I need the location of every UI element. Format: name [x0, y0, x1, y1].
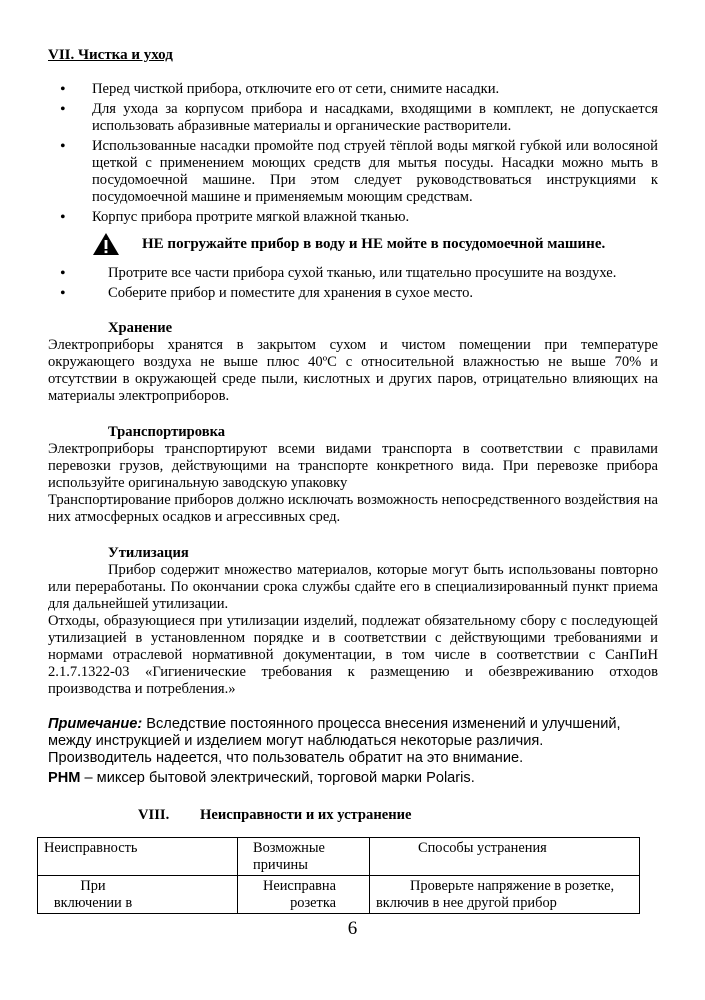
- list-item: • Соберите прибор и поместите для хранения в сухое место.: [48, 285, 658, 302]
- section-8-number: VIII.: [138, 807, 170, 823]
- storage-heading: Хранение: [108, 320, 173, 336]
- rhm-line: [48, 770, 658, 787]
- table-row: [38, 876, 640, 914]
- list-item: • Протрите все части прибора сухой тканью, или тщательно просушите на воздухе.: [48, 265, 658, 282]
- table-header-cell: Неисправность: [38, 838, 238, 876]
- transport-text-2: Транспортирование приборов должно исключать возможность непосредственного воздействия на них атмосферных осадков и агрессивных сред.: [48, 492, 658, 525]
- fault-table: [37, 837, 640, 914]
- section-7-heading: VII. Чистка и уход: [48, 47, 173, 63]
- warning-text: НЕ погружайте прибор в воду и НЕ мойте в посудомоечной машине.: [142, 236, 606, 252]
- disposal-text-1: Прибор содержит множество материалов, которые могут быть использованы повторно или переработаны. По окончании срока службы сдайте его в специализированный пункт приема для дальнейшей утилизации.: [48, 562, 658, 612]
- warning-block: [92, 232, 672, 256]
- disposal-heading: Утилизация: [108, 545, 189, 561]
- note-paragraph: [48, 716, 648, 767]
- transport-text-1: Электроприборы транспортируют всеми видами транспорта в соответствии с правилами перевозки грузов, действующими на транспорте конкретного вида. При перевозке прибора используйте оригинальную заводскую упаковку: [48, 441, 658, 491]
- table-cell: Проверьте напряжение в розетке, включив в нее другой прибор: [370, 876, 640, 914]
- table-header-row: [38, 838, 640, 876]
- table-cell: При включении в: [38, 876, 238, 914]
- table-cell: Неисправна розетка: [238, 876, 370, 914]
- drying-list: [48, 265, 658, 302]
- table-header-cell: Способы устранения: [370, 838, 640, 876]
- list-item: • Перед чисткой прибора, отключите его от сети, снимите насадки.: [48, 81, 658, 98]
- table-header-cell: Возможные причины: [238, 838, 370, 876]
- section-8-title: Неисправности и их устранение: [200, 807, 412, 823]
- rhm-label: РНМ: [48, 770, 81, 786]
- page-number: 6: [347, 918, 358, 939]
- warning-icon: [92, 232, 120, 256]
- note-text: Вследствие постоянного процесса внесения изменений и улучшений, между инструкцией и изделием могут наблюдаться некоторые различия. Производитель надеется, что пользователь обратит на это внимание.: [48, 716, 621, 766]
- list-item: • Использованные насадки промойте под струей тёплой воды мягкой губкой или волосяной щеткой с применением моющих средств для мытья посуды. Насадки можно мыть в посудомоечной машине. При этом следует руководствоваться инструкциями к посудомоечной машине и применяемым моющим средствам.: [48, 138, 658, 206]
- cleaning-list: [48, 81, 658, 226]
- disposal-text-2: Отходы, образующиеся при утилизации изделий, подлежат обязательному сбору с последующей утилизацией в установленном порядке и в соответствии с действующими требованиями и нормами отраслевой нормативной документации, в том числе в соответствии с СанПиН 2.1.7.1322-03 «Гигиенические требования к размещению и обезвреживанию отходов производства и потребления.»: [48, 613, 658, 697]
- list-item: • Для ухода за корпусом прибора и насадками, входящими в комплект, не допускается использовать абразивные материалы и органические растворители.: [48, 101, 658, 135]
- transport-heading: Транспортировка: [108, 424, 226, 440]
- note-label: Примечание:: [48, 716, 143, 732]
- rhm-text: – миксер бытовой электрический, торговой марки Polaris.: [80, 770, 475, 786]
- storage-text: Электроприборы хранятся в закрытом сухом и чистом помещении при температуре окружающего воздуха не выше плюс 40ºС с относительной влажностью не выше 70% и отсутствии в окружающей среде пыли, кислотных и других паров, отрицательно влияющих на материалы электроприборов.: [48, 337, 658, 404]
- list-item: • Корпус прибора протрите мягкой влажной тканью.: [48, 209, 658, 226]
